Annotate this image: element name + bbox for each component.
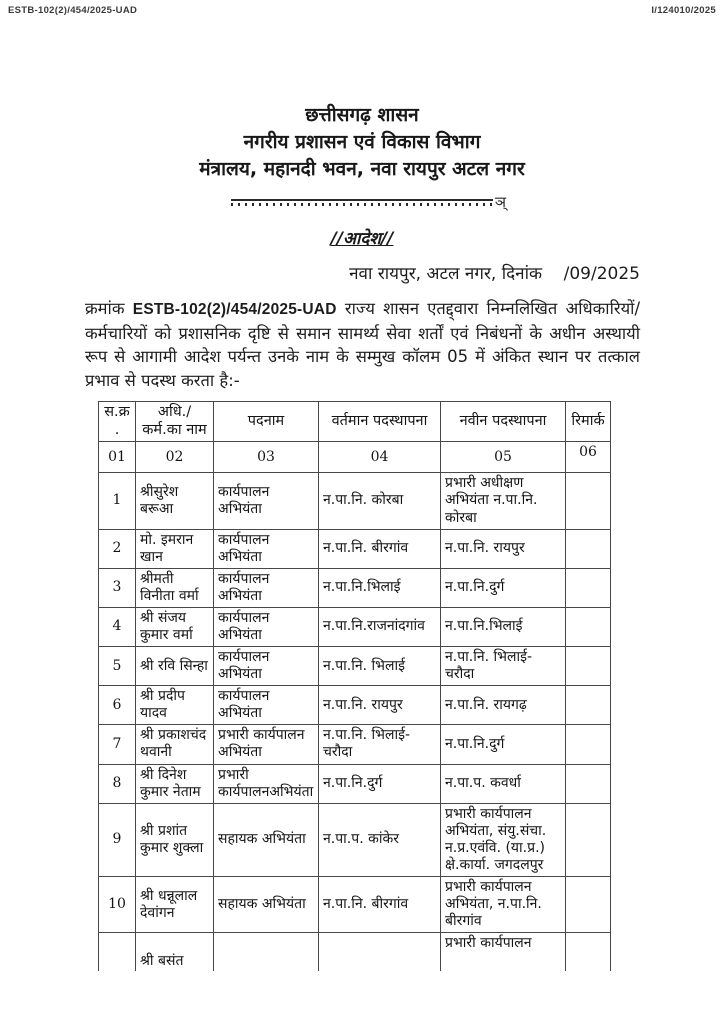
para-body-text: राज्य शासन एतद्द्वारा निम्नलिखित अधिकारियों/कर्मचारियों को प्रशासनिक दृष्टि से समान सामर्थ्य सेवा शर्तों एवं निबंधनों के अधीन अस्थायी रूप से आगामी आदेश पर्यन्त उनके नाम के सम्मुख कॉलम 05 में अंकित स्थान पर तत्काल प्रभाव से पदस्थ करता है:- bbox=[85, 299, 641, 390]
table-head bbox=[99, 402, 611, 473]
cell-new-posting: प्रभारी कार्यपालन अभियंता, न.पा.नि. बीरगांव bbox=[441, 877, 566, 933]
col-header-designation: पदनाम bbox=[214, 402, 319, 442]
cell-name: श्री संजय कुमार वर्मा bbox=[136, 607, 214, 646]
place-date-line: नवा रायपुर, अटल नगर, दिनांक /09/2025 bbox=[349, 264, 640, 284]
table-row bbox=[99, 529, 611, 568]
top-meta-row bbox=[0, 0, 724, 16]
cell-serial: 1 bbox=[99, 473, 136, 529]
col-number-02: 02 bbox=[136, 442, 214, 473]
cell-current-posting: न.पा.नि. बीरगांव bbox=[319, 529, 441, 568]
cell-designation: कार्यपालन अभियंता bbox=[214, 473, 319, 529]
cell-new-posting: न.पा.प. कवर्धा bbox=[441, 764, 566, 803]
cell-remark bbox=[566, 877, 611, 933]
cell-current-posting: न.पा.नि.दुर्ग bbox=[319, 764, 441, 803]
cell-remark bbox=[566, 764, 611, 803]
cell-name: श्रीसुरेश बरूआ bbox=[136, 473, 214, 529]
col-number-01: 01 bbox=[99, 442, 136, 473]
col-number-06: 06 bbox=[566, 442, 611, 473]
cell-remark bbox=[566, 568, 611, 607]
cell-serial: 3 bbox=[99, 568, 136, 607]
table-row bbox=[99, 803, 611, 876]
cell-new-posting: न.पा.नि.दुर्ग bbox=[441, 568, 566, 607]
file-number: ESTB-102(2)/454/2025-UAD bbox=[8, 5, 138, 16]
table-row bbox=[99, 568, 611, 607]
cell-serial: 7 bbox=[99, 725, 136, 764]
posting-table bbox=[98, 401, 611, 971]
cell-remark bbox=[566, 607, 611, 646]
table-row bbox=[99, 473, 611, 529]
cell-serial: 8 bbox=[99, 764, 136, 803]
cell-designation: कार्यपालन अभियंता bbox=[214, 647, 319, 686]
cell-current-posting: न.पा.नि. रायपुर bbox=[319, 686, 441, 725]
cell-designation: कार्यपालन अभियंता bbox=[214, 529, 319, 568]
cell-new-posting: न.पा.नि. भिलाई-चरौदा bbox=[441, 647, 566, 686]
header-row bbox=[99, 402, 611, 442]
cell-designation: प्रभारी कार्यपालनअभियंता bbox=[214, 764, 319, 803]
cell-designation: कार्यपालन अभियंता bbox=[214, 686, 319, 725]
cell-current-posting: न.पा.नि. कोरबा bbox=[319, 473, 441, 529]
table-row bbox=[99, 877, 611, 933]
cell-serial: 4 bbox=[99, 607, 136, 646]
cell-remark bbox=[566, 933, 611, 971]
col-header-serial: स.क्र. bbox=[99, 402, 136, 442]
cell-designation: कार्यपालन अभियंता bbox=[214, 568, 319, 607]
letterhead bbox=[0, 102, 724, 183]
cell-remark bbox=[566, 686, 611, 725]
order-paragraph bbox=[85, 297, 640, 392]
cell-designation: सहायक अभियंता bbox=[214, 877, 319, 933]
cell-serial: 10 bbox=[99, 877, 136, 933]
cell-new-posting: न.पा.नि.दुर्ग bbox=[441, 725, 566, 764]
table-row bbox=[99, 607, 611, 646]
cell-current-posting bbox=[319, 933, 441, 971]
cell-current-posting: न.पा.नि.राजनांदगांव bbox=[319, 607, 441, 646]
column-number-row bbox=[99, 442, 611, 473]
separator-wrap bbox=[0, 193, 724, 211]
order-heading: //आदेश// bbox=[330, 229, 394, 249]
cell-new-posting: प्रभारी कार्यपालन अभियंता, संयु.संचा. न.प्र.एवंवि. (या.प्र.) क्षे.कार्या. जगदलपुर bbox=[441, 803, 566, 876]
table-row bbox=[99, 725, 611, 764]
cell-new-posting: प्रभारी कार्यपालन bbox=[441, 933, 566, 971]
cell-remark bbox=[566, 473, 611, 529]
para-prefix: क्रमांक bbox=[85, 299, 133, 318]
address-line: मंत्रालय, महानदी भवन, नवा रायपुर अटल नगर bbox=[199, 158, 525, 180]
col-header-new: नवीन पदस्थापना bbox=[441, 402, 566, 442]
cell-name: मो. इमरान खान bbox=[136, 529, 214, 568]
table-row bbox=[99, 686, 611, 725]
document-id: I/124010/2025 bbox=[651, 5, 716, 16]
cell-current-posting: न.पा.नि. भिलाई bbox=[319, 647, 441, 686]
dashed-rule bbox=[231, 193, 506, 211]
cell-designation: सहायक अभियंता bbox=[214, 803, 319, 876]
rule-tail-glyph: ञ् bbox=[494, 193, 506, 211]
cell-current-posting: न.पा.नि. भिलाई-चरौदा bbox=[319, 725, 441, 764]
cell-new-posting: न.पा.नि.भिलाई bbox=[441, 607, 566, 646]
cell-serial: 5 bbox=[99, 647, 136, 686]
cell-name: श्रीमती विनीता वर्मा bbox=[136, 568, 214, 607]
cell-new-posting: न.पा.नि. रायगढ़ bbox=[441, 686, 566, 725]
cell-current-posting: न.पा.प. कांकेर bbox=[319, 803, 441, 876]
cell-new-posting: प्रभारी अधीक्षण अभियंता न.पा.नि. कोरबा bbox=[441, 473, 566, 529]
cell-name: श्री प्रकाशचंद थवानी bbox=[136, 725, 214, 764]
col-number-04: 04 bbox=[319, 442, 441, 473]
cell-remark bbox=[566, 529, 611, 568]
cell-remark bbox=[566, 803, 611, 876]
table-body bbox=[99, 473, 611, 971]
cell-serial: 6 bbox=[99, 686, 136, 725]
col-header-remark: रिमार्क bbox=[566, 402, 611, 442]
cell-serial: 9 bbox=[99, 803, 136, 876]
cell-current-posting: न.पा.नि.भिलाई bbox=[319, 568, 441, 607]
cell-serial bbox=[99, 933, 136, 971]
col-number-05: 05 bbox=[441, 442, 566, 473]
cell-designation: प्रभारी कार्यपालन अभियंता bbox=[214, 725, 319, 764]
cell-new-posting: न.पा.नि. रायपुर bbox=[441, 529, 566, 568]
col-header-name: अधि./कर्म.का नाम bbox=[136, 402, 214, 442]
table-row bbox=[99, 647, 611, 686]
cell-remark bbox=[566, 725, 611, 764]
cell-name: श्री प्रदीप यादव bbox=[136, 686, 214, 725]
cell-designation: कार्यपालन अभियंता bbox=[214, 607, 319, 646]
cell-current-posting: न.पा.नि. बीरगांव bbox=[319, 877, 441, 933]
cell-name: श्री बसंत bbox=[136, 933, 214, 971]
cell-name: श्री प्रशांत कुमार शुक्ला bbox=[136, 803, 214, 876]
cell-name: श्री रवि सिन्हा bbox=[136, 647, 214, 686]
para-reference-number: ESTB-102(2)/454/2025-UAD bbox=[132, 301, 337, 318]
col-header-current: वर्तमान पदस्थापना bbox=[319, 402, 441, 442]
cell-name: श्री दिनेश कुमार नेताम bbox=[136, 764, 214, 803]
cell-remark bbox=[566, 647, 611, 686]
cell-serial: 2 bbox=[99, 529, 136, 568]
table-row bbox=[99, 764, 611, 803]
table-row bbox=[99, 933, 611, 971]
department-title: नगरीय प्रशासन एवं विकास विभाग bbox=[243, 131, 481, 153]
cell-name: श्री धन्नूलाल देवांगन bbox=[136, 877, 214, 933]
government-title: छत्तीसगढ़ शासन bbox=[305, 104, 419, 126]
cell-designation bbox=[214, 933, 319, 971]
col-number-03: 03 bbox=[214, 442, 319, 473]
